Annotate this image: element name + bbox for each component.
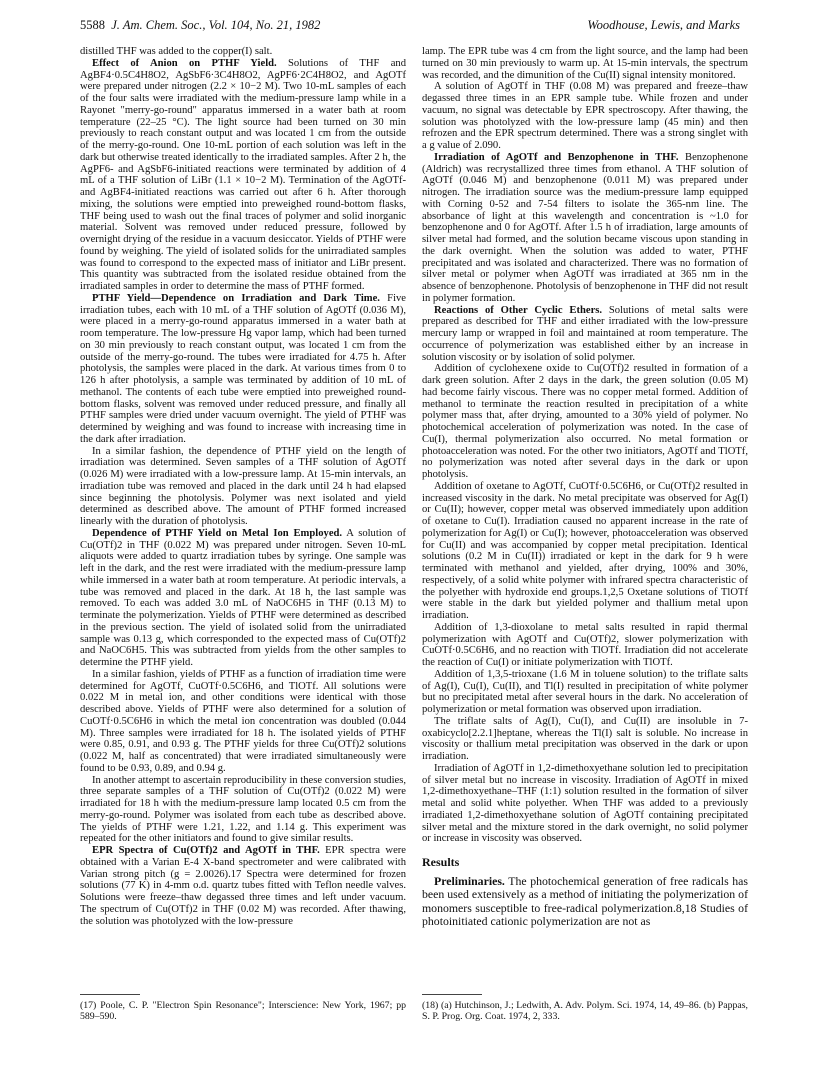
footnote-rule [80, 994, 140, 995]
left-column [80, 46, 406, 927]
paragraph: Addition of 1,3,5-trioxane (1.6 M in toluene solution) to the triflate salts of Ag(I), Cu(I), Cu(II), and Tl(I) resulted in precipitation of white polymer but no precipitated metal after several hours in the dark. No acceleration of polymerization or metal formation was observed upon irradiation. [422, 668, 748, 715]
paragraph: Irradiation of AgOTf in 1,2-dimethoxyethane solution led to precipitation of silver metal but no increase in viscosity. Irradiation of AgOTf in mixed 1,2-dimethoxyethane–THF (1:1) solution resulted in the formation of silver metal and solid white polyether. When THF was added to a previously irradiated 1,2-dimethoxyethane solution of AgOTf containing precipitated silver metal and the mixture stored in the dark overnight, no solid polymer or increase in viscosity was observed. [422, 762, 748, 845]
paragraph: In a similar fashion, yields of PTHF as a function of irradiation time were determined for AgOTf, CuOTf·0.5C6H6, and TlOTf. All solutions were 0.022 M in metal ion, and other conditions were identical with those described above. Yields of PTHF were also determined for a solution of CuOTf·0.5C6H6 in which the metal ion concentration was doubled (0.044 M). Three samples were irradiated for 18 h. The isolated yields of PTHF were 0.85, 0.91, and 0.93 g. The PTHF yields for three Cu(OTf)2 solutions (0.022 M, half as concentrated) that were irradiated simultaneously were found to be 0.93, 0.89, and 0.94 g. [80, 668, 406, 774]
run-in-heading: Irradiation of AgOTf and Benzophenone in THF. [434, 151, 679, 163]
paragraph: lamp. The EPR tube was 4 cm from the light source, and the lamp had been turned on 30 min previously to warm up. At 15-min intervals, the spectrum was recorded, and the dimunition of the Cu(II) signal intensity monitored. [422, 46, 748, 81]
footnote-18: (18) (a) Hutchinson, J.; Ledwith, A. Adv. Polym. Sci. 1974, 14, 49–86. (b) Pappas, S. P. Prog. Org. Coat. 1974, 2, 333. [422, 1000, 748, 1022]
journal-citation: J. Am. Chem. Soc., Vol. 104, No. 21, 1982 [111, 18, 321, 32]
authors: Woodhouse, Lewis, and Marks [587, 18, 740, 32]
run-in-heading: Preliminaries. [434, 873, 505, 888]
paragraph: Addition of 1,3-dioxolane to metal salts resulted in rapid thermal polymerization with AgOTf and Cu(OTf)2, slower polymerization with CuOTf·0.5C6H6, and no reaction with TlOTf. Irradiation did not accelerate the reaction of Cu(I) or initiate polymerization with TlOTf. [422, 621, 748, 668]
paragraph: The triflate salts of Ag(I), Cu(I), and Cu(II) are insoluble in 7-oxabicyclo[2.2.1]heptane, whereas the Tl(I) salt is soluble. No increase in viscosity or thallium metal precipitation was observed in the dark or upon irradiation. [422, 715, 748, 762]
paragraph-text: A solution of Cu(OTf)2 in THF (0.022 M) was prepared under nitrogen. Seven 10-mL aliquots were added to quartz irradiation tubes by syringe. One sample was left in the dark, and the rest were irradiated with the medium-pressure lamp while immersed in a water bath at room temperature. At periodic intervals, a tube was removed and placed in the dark. At 18 h, the last sample was removed. To each was added 3.0 mL of NaOC6H5 in THF (0.13 M) to terminate the polymerization. Yields of PTHF were determined as described in the previous section. The yield of isolated solid from the unirradiated sample was 0.13 g, which corresponded to the expected mass of Cu(OTf)2 and NaOC6H5. This was subtracted from yields from the other samples to determine the PTHF yield. [80, 527, 406, 668]
paragraph: In another attempt to ascertain reproducibility in these conversion studies, three separate samples of a THF solution of Cu(OTf)2 (0.022 M) were irradiated for 18 h with the medium-pressure lamp located 0.5 cm from the merry-go-round. Polymer was isolated from each tube as described above. The yields of PTHF were 1.21, 1.22, and 1.14 g. This experiment was repeated for the other initiators and found to give similar results. [80, 774, 406, 845]
paragraph-text: Benzophenone (Aldrich) was recrystallized three times from ethanol. A THF solution of AgOTf (0.046 M) and benzophenone (0.011 M) was prepared under nitrogen. The irradiation source was the medium-pressure lamp equipped with Corning 0-52 and 7-54 filters to isolate the 365-nm line. The absorbance of light at this wavelength and concentration is ~1.0 for benzophenone and 0 for AgOTf. After 1.5 h of irradiation, large amounts of silver metal had formed, and the solution became viscous upon standing in the dark overnight. When the solution was added to water, PTHF precipitated and was isolated and characterized. There was no formation of silver metal or polymer when AgOTf was irradiated at 365 nm in the absence of benzophenone. Photolysis of benzophenone in THF did not result in polymer formation. [422, 151, 748, 304]
paragraph [422, 152, 748, 305]
run-in-heading: PTHF Yield—Dependence on Irradiation and Dark Time. [92, 292, 380, 304]
paragraph-text: Five irradiation tubes, each with 10 mL of a THF solution of AgOTf (0.036 M), were placed in a merry-go-round apparatus immersed in a water bath at room temperature. The low-pressure Hg vapor lamp, which had been turned on 30 min previously to reach constant output, was located 1 cm from the outside of the merry-go-round. The tubes were irradiated for 4.75 h. After photolysis, the samples were placed in the dark. At various times from 0 to 126 h after photolysis, a sample was terminated by addition of 10 mL of methanol. The contents of each tube were emptied into preweighed round-bottom flasks, solvent was removed under reduced pressure, and finally all PTHF samples were dried under vacuum overnight. The yield of PTHF was determined by weighing and was found to increase with increasing time in the dark after irradiation. [80, 292, 407, 445]
run-in-heading: Reactions of Other Cyclic Ethers. [434, 304, 603, 316]
paragraph-text: The photochemical generation of free radicals has been used extensively as a method of initiating the polymerization of monomers susceptible to free-radical polymerization.8,18 Studies of photoinitiated cationic polymerization are not as [422, 873, 748, 928]
paragraph: In a similar fashion, the dependence of PTHF yield on the length of irradiation was determined. Seven samples of a THF solution of AgOTf (0.026 M) were irradiated with a low-pressure lamp. At 15-min intervals, an irradiation tube was removed and placed in the dark until 24 h had elapsed since beginning the photolysis. Polymer was next isolated and yield determined as described above. The amount of PTHF formed increased linearly with the duration of photolysis. [80, 445, 406, 527]
run-in-heading: Dependence of PTHF Yield on Metal Ion Employed. [92, 527, 343, 539]
paragraph [80, 58, 406, 293]
paragraph [422, 305, 748, 364]
footnote-rule [422, 994, 482, 995]
paragraph [80, 845, 406, 927]
right-column [422, 46, 748, 928]
section-heading-results: Results [422, 855, 460, 869]
paragraph: Addition of oxetane to AgOTf, CuOTf·0.5C6H6, or Cu(OTf)2 resulted in increased viscosity in the dark. No metal precipitate was observed for Ag(I) or Cu(II); however, copper metal was observed immediately upon addition of oxetane to Cu(I). Irradiation caused no apparent increase in the rate of polymerization for Ag(I) or Cu(I); however, photoacceleration was observed for Cu(II) and was accompanied by copper metal precipitation. Identical solutions (0.2 M in Cu(II)) irradiated or kept in the dark for 9 h were terminated with methanol and yielded, after drying, 100% and 30%, respectively, of a solid white polymer with infrared spectra characteristic of the polyether with hydroxide end groups.1,2,5 Oxetane solutions of TlOTf were stable in the dark but yielded polymer and thallium metal upon irradiation. [422, 480, 748, 621]
paragraph: A solution of AgOTf in THF (0.08 M) was prepared and freeze–thaw degassed three times in an EPR sample tube. While frozen and under vacuum, no signal was detectable by EPR spectroscopy. After thawing, the solution was photolyzed with the low-pressure lamp (45 min) and then refrozen and the EPR spectrum determined. There was a strong singlet with a g value of 2.090. [422, 81, 748, 151]
run-in-heading: EPR Spectra of Cu(OTf)2 and AgOTf in THF. [92, 845, 320, 856]
paragraph [80, 293, 406, 446]
paragraph-text: EPR spectra were obtained with a Varian E-4 X-band spectrometer and were calibrated with Varian strong pitch (g = 2.0026).17 Spectra were determined for frozen solutions (77 K) in 4-mm o.d. quartz tubes fitted with Teflon needle valves. Solutions were freeze–thaw degassed three times and left under vacuum. The spectrum of Cu(OTf)2 in THF (0.02 M) was recorded. After thawing, the solution was photolyzed with the low-pressure [80, 845, 407, 927]
page-number: 5588 [80, 18, 105, 32]
paragraph-text: Solutions of THF and AgBF4·0.5C4H8O2, AgSbF6·3C4H8O2, AgPF6·2C4H8O2, and AgOTf were prepared under nitrogen (2.2 × 10−2 M). Two 10-mL samples of each of the four salts were irradiated with the medium-pressure lamp while in a Rayonet "merry-go-round" apparatus immersed in a water bath at room temperature (22–25 °C). The light source had been turned on 30 min previously to reach constant output and was located 1 cm from the outside of the merry-go-round. One 10-mL portion of each solution was left in the dark but otherwise treated identically to the irradiated samples. After 2 h, the AgPF6- and AgSbF6-initiated reactions were terminated by addition of 4 mL of a THF solution of LiBr (1.1 × 10−2 M). Termination of the AgOTf- and AgBF4-initiated reactions was carried out after 6 h. After thorough mixing, the solutions were emptied into preweighed round-bottom flasks, THF being used to wash out the final traces of polymer and solid inorganic material. Solvent was removed under reduced pressure, followed by overnight drying of the residue in a vacuum desiccator. Yields of PTHF were found by weighing. The yield of isolated solids for the unirradiated samples was found to correspond to the expected mass of initiator and LiBr present. This quantity was subtracted from the isolated residue obtained from the irradiated samples in order to determine the mass of PTHF formed. [80, 57, 406, 292]
paragraph [422, 875, 748, 929]
paragraph [80, 528, 406, 669]
paragraph: distilled THF was added to the copper(I) salt. [80, 46, 273, 57]
running-header [80, 18, 740, 36]
paragraph: Addition of cyclohexene oxide to Cu(OTf)2 resulted in formation of a dark green solution. After 2 days in the dark, the green solution (0.05 M) had become fairly viscous. There was no copper metal formed. Addition of methanol to terminate the reaction resulted in precipitation of a white polymer mass that, after drying, amounted to a 30% yield of polymer. No photochemical acceleration of polymerization was noted. In the case of Cu(I), thermal polymerization also occurred. No metal formation or photoacceleration was noted. For the other two initiators, AgOTf and TlOTf, no polymerization was noted after several days in the dark or upon photolysis. [422, 363, 748, 480]
run-in-heading: Effect of Anion on PTHF Yield. [92, 57, 277, 69]
footnote-17: (17) Poole, C. P. "Electron Spin Resonance"; Interscience: New York, 1967; pp 589–590. [80, 1000, 406, 1022]
paragraph-text: Solutions of metal salts were prepared as described for THF and either irradiated with the low-pressure mercury lamp or wrapped in foil and maintained at room temperature. The occurrence of polymerization was established either by an increase in solution viscosity or by isolation of solid polymer. [422, 304, 748, 363]
